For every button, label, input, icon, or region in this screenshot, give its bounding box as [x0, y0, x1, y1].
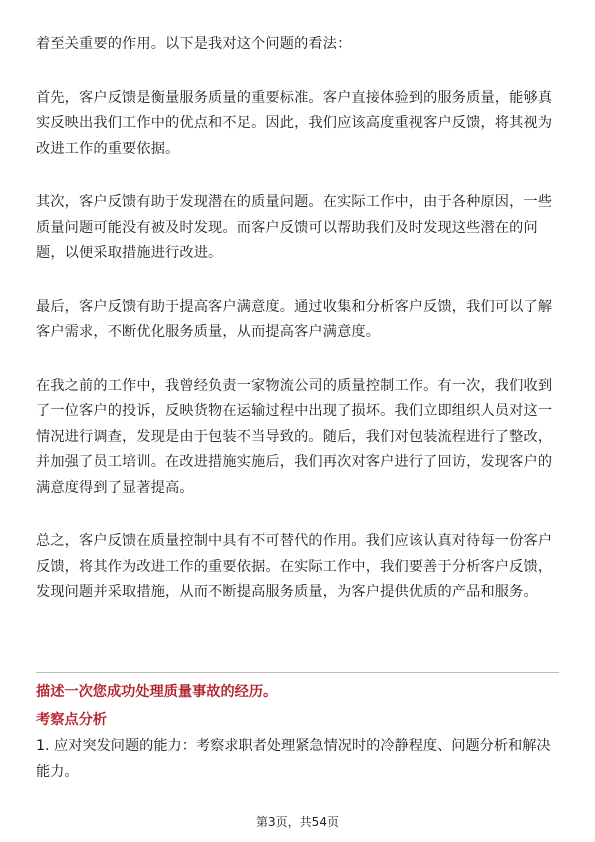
paragraph-conclusion: 总之，客户反馈在质量控制中具有不可替代的作用。我们应该认真对待每一份客户反馈，将其作为改进工作的重要依据。在实际工作中，我们要善于分析客户反馈，发现问题并采取措施，从而不断提高服务质量，为客户提供优质的产品和服务。	[36, 533, 553, 600]
analysis-point: 1. 应对突发问题的能力：考察求职者处理紧急情况时的冷静程度、问题分析和解决能力。	[36, 738, 551, 780]
section-divider	[36, 672, 559, 673]
paragraph-first: 首先，客户反馈是衡量服务质量的重要标准。客户直接体验到的服务质量，能够真实反映出我们工作中的优点和不足。因此，我们应该高度重视客户反馈，将其视为改进工作的重要依据。	[36, 89, 553, 157]
page-number: 第3页，共54页	[256, 815, 339, 829]
paragraph-last: 最后，客户反馈有助于提高客户满意度。通过收集和分析客户反馈，我们可以了解客户需求，不断优化服务质量，从而提高客户满意度。	[36, 298, 553, 340]
paragraph-second: 其次，客户反馈有助于发现潜在的质量问题。在实际工作中，由于各种原因，一些质量问题可能没有被及时发现。而客户反馈可以帮助我们及时发现这些潜在的问题，以便采取措施进行改进。	[36, 194, 553, 261]
analysis-heading: 考察点分析	[36, 712, 107, 728]
question-heading: 描述一次您成功处理质量事故的经历。	[36, 684, 278, 700]
answer-body	[36, 32, 559, 606]
paragraph-example: 在我之前的工作中，我曾经负责一家物流公司的质量控制工作。有一次，我们收到了一位客户的投诉，反映货物在运输过程中出现了损坏。我们立即组织人员对这一情况进行调查，发现是由于包装不当导致的。随后，我们对包装流程进行了整改，并加强了员工培训。在改进措施实施后，我们再次对客户进行了回访，发现客户的满意度得到了显著提高。	[36, 377, 553, 496]
paragraph-intro: 着至关重要的作用。以下是我对这个问题的看法：	[36, 36, 352, 52]
